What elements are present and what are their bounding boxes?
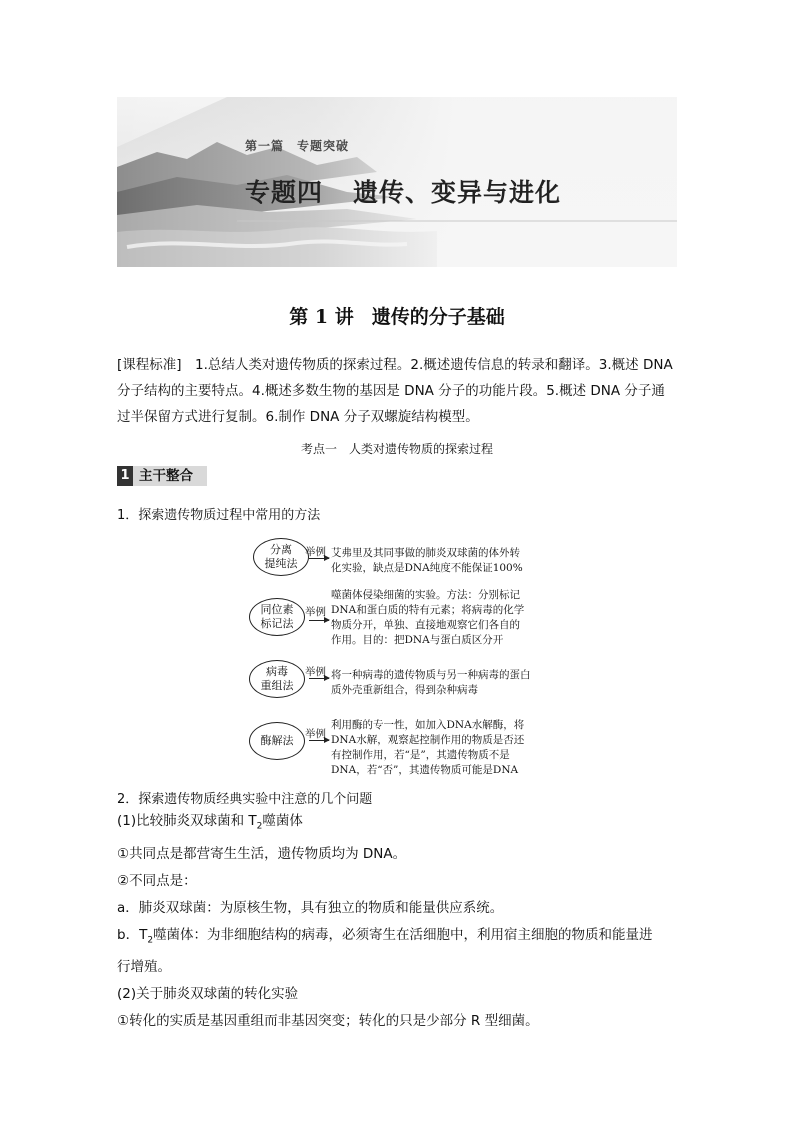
method-name-line: 分离 — [270, 543, 292, 556]
body-text — [117, 808, 687, 1035]
lesson-title — [0, 302, 794, 329]
desc-line: 物质分开，单独、直接地观察它们各自的 — [331, 619, 520, 631]
desc-line: DNA水解，观察起控制作用的物质是否还 — [331, 734, 525, 746]
example-label: 举例 — [305, 546, 326, 558]
arrow-icon — [309, 558, 329, 559]
desc-line: 质外壳重新组合，得到杂种病毒 — [331, 684, 478, 696]
text: 噬菌体 — [262, 813, 303, 829]
chapter-title — [245, 173, 561, 209]
method-description — [331, 546, 543, 576]
heading-methods: 1．探索遗传物质过程中常用的方法 — [117, 508, 321, 523]
standard-line: 分子结构的主要特点。4.概述多数生物的基因是 DNA 分子的功能片段。5.概述 DNA 分子通 — [117, 383, 665, 399]
desc-line: 艾弗里及其同事做的肺炎双球菌的体外转 — [331, 547, 520, 559]
topic-number: 专题四 — [245, 178, 324, 207]
methods-diagram — [245, 532, 545, 782]
paragraph: (2)关于肺炎双球菌的转化实验 — [117, 986, 299, 1003]
method-oval — [249, 660, 305, 698]
subscript: 2 — [256, 821, 263, 832]
arrow-icon — [309, 678, 329, 679]
method-description — [331, 588, 543, 648]
method-name-line: 同位素 — [260, 603, 294, 616]
subscript: 2 — [147, 935, 154, 946]
method-description — [331, 668, 543, 698]
standard-line: 过半保留方式进行复制。6.制作 DNA 分子双螺旋结构模型。 — [117, 409, 479, 425]
text: 噬菌体：为非细胞结构的病毒，必须寄生在活细胞中，利用宿主细胞的物质和能量进 — [153, 926, 653, 943]
lesson-name: 遗传的分子基础 — [371, 306, 505, 328]
paragraph: a．肺炎双球菌：为原核生物，具有独立的物质和能量供应系统。 — [117, 899, 504, 916]
example-label: 举例 — [305, 666, 326, 678]
desc-line: 噬菌体侵染细菌的实验。方法：分别标记 — [331, 589, 520, 601]
method-name-line: 病毒 — [266, 665, 288, 678]
paragraph: ①转化的实质是基因重组而非基因突变；转化的只是少部分 R 型细菌。 — [117, 1013, 539, 1030]
method-name-line: 提纯法 — [264, 557, 298, 570]
paragraph: 行增殖。 — [117, 959, 171, 976]
paragraph — [117, 922, 687, 955]
method-oval — [253, 538, 309, 576]
arrow-icon — [309, 620, 329, 621]
heading-notes: 2．探索遗传物质经典实验中注意的几个问题 — [117, 792, 373, 807]
desc-line: DNA和蛋白质的特有元素；将病毒的化学 — [331, 604, 525, 616]
method-oval — [249, 722, 305, 760]
desc-line: 化实验，缺点是DNA纯度不能保证100% — [331, 562, 523, 574]
example-label: 举例 — [305, 728, 326, 740]
section-number: 1 — [117, 466, 133, 486]
example-label: 举例 — [305, 606, 326, 618]
method-description — [331, 718, 543, 778]
desc-line: 将一种病毒的遗传物质与另一种病毒的蛋白 — [331, 669, 531, 681]
kaodian-heading — [0, 440, 794, 457]
text: (1)比较肺炎双球菌和 T — [117, 813, 257, 829]
method-name-line: 标记法 — [260, 617, 294, 630]
topic-title: 遗传、变异与进化 — [353, 178, 562, 207]
desc-line: 有控制作用，若“是”，其遗传物质不是 — [331, 749, 510, 761]
arrow-icon — [309, 740, 329, 741]
kaodian-label: 考点一 — [300, 442, 337, 456]
curriculum-standard — [117, 352, 677, 430]
paragraph: ①共同点是都营寄生生活，遗传物质均为 DNA。 — [117, 845, 407, 862]
method-name-line: 酶解法 — [260, 734, 294, 747]
desc-line: 利用酶的专一性，如加入DNA水解酶，将 — [331, 719, 525, 731]
text: b．T — [117, 926, 148, 943]
section-header — [117, 466, 207, 486]
paragraph: ②不同点是： — [117, 872, 197, 889]
method-name-line: 重组法 — [260, 679, 294, 692]
method-oval — [249, 598, 305, 636]
part-label: 第一篇 专题突破 — [245, 139, 350, 153]
desc-line: DNA，若“否”，其遗传物质可能是DNA — [331, 764, 519, 776]
standard-line: [课程标准] 1.总结人类对遗传物质的探索过程。2.概述遗传信息的转录和翻译。3.概述 DNA — [117, 357, 673, 373]
lesson-number: 第 1 讲 — [289, 306, 354, 328]
paragraph — [117, 808, 687, 841]
kaodian-title: 人类对遗传物质的探索过程 — [349, 442, 494, 456]
desc-line: 作用。目的：把DNA与蛋白质区分开 — [331, 634, 504, 646]
section-title: 主干整合 — [139, 468, 193, 484]
